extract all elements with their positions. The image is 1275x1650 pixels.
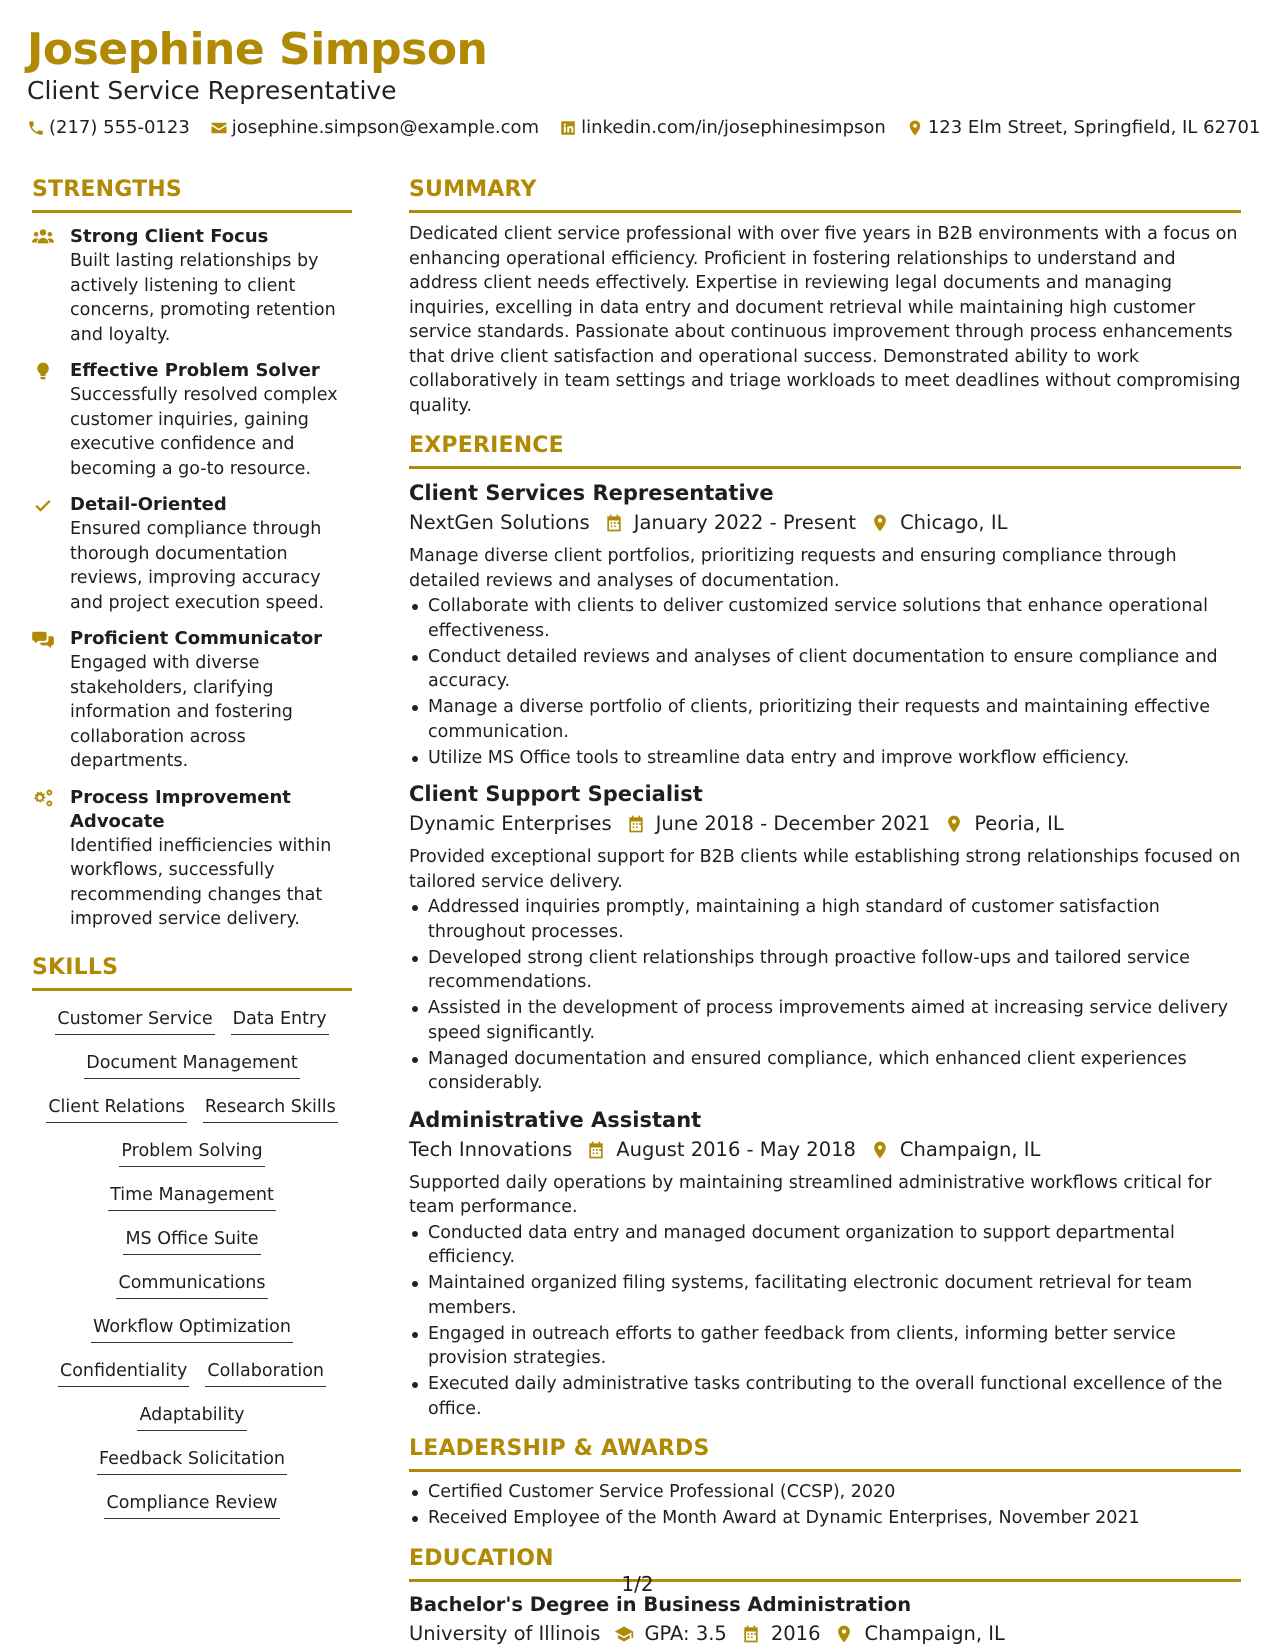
skill-tag: Customer Service [55, 1007, 214, 1035]
email-text[interactable]: josephine.simpson@example.com [231, 117, 540, 138]
company-name: Tech Innovations [409, 1137, 573, 1161]
bullet-item: Certified Customer Service Professional (CCSP), 2020 [409, 1480, 1241, 1505]
job-meta [409, 1136, 1241, 1164]
strength-item [32, 225, 352, 347]
linkedin-icon [559, 119, 577, 137]
skill-tag: Confidentiality [58, 1359, 189, 1387]
job-dates: January 2022 - Present [633, 511, 857, 534]
cogs-icon [32, 788, 54, 808]
contact-address [906, 117, 1261, 139]
job-meta [409, 810, 1241, 838]
skills-section [32, 954, 352, 1529]
education-section [409, 1545, 1241, 1648]
degree-title: Bachelor's Degree in Business Administration [409, 1592, 912, 1616]
resume-header [27, 24, 1261, 139]
strength-desc: Built lasting relationships by actively listening to client concerns, promoting retention and loyalty. [70, 251, 336, 345]
job-bullets [409, 594, 1241, 770]
check-icon [32, 495, 54, 515]
bullet-item: Collaborate with clients to deliver customized service solutions that enhance operational effectiveness. [409, 594, 1241, 643]
job-location: Peoria, IL [974, 812, 1064, 835]
job-bullets [409, 1221, 1241, 1422]
map-marker-icon [906, 119, 924, 137]
strength-title: Process Improvement Advocate [70, 786, 291, 832]
education-heading: EDUCATION [409, 1545, 1241, 1582]
skill-tag: Collaboration [205, 1359, 326, 1387]
experience-section [409, 432, 1241, 1421]
skill-tag: MS Office Suite [123, 1227, 260, 1255]
bullet-item: Executed daily administrative tasks contributing to the overall functional excellence of the office. [409, 1372, 1241, 1421]
job-bullets [409, 895, 1241, 1096]
skills-list [32, 1001, 352, 1529]
skill-tag: Feedback Solicitation [97, 1447, 287, 1475]
skill-tag: Document Management [84, 1051, 300, 1079]
bullet-item: Managed documentation and ensured compliance, which enhanced client experiences considerably. [409, 1047, 1241, 1096]
bullet-item: Conducted data entry and managed document organization to support departmental efficiency. [409, 1221, 1241, 1270]
skill-tag: Data Entry [231, 1007, 329, 1035]
school-name: University of Illinois [409, 1621, 601, 1645]
summary-heading: SUMMARY [409, 176, 1241, 213]
bullet-item: Received Employee of the Month Award at Dynamic Enterprises, November 2021 [409, 1506, 1241, 1531]
strength-desc: Identified inefficiencies within workflows, successfully recommending changes that improved service delivery. [70, 835, 332, 929]
right-column [409, 176, 1241, 1648]
strength-item [32, 627, 352, 774]
map-marker-icon [834, 1624, 854, 1644]
strength-title: Proficient Communicator [70, 628, 323, 649]
strength-title: Effective Problem Solver [70, 360, 320, 381]
job-title: Administrative Assistant [409, 1107, 702, 1132]
contact-phone [27, 117, 190, 139]
candidate-title: Client Service Representative [27, 76, 397, 105]
lightbulb-icon [32, 361, 54, 381]
bullet-item: Assisted in the development of process improvements aimed at increasing service delivery speed significantly. [409, 996, 1241, 1045]
candidate-name: Josephine Simpson [27, 24, 488, 75]
strength-item [32, 786, 352, 932]
map-marker-icon [870, 1140, 890, 1160]
contact-email[interactable] [210, 117, 539, 139]
summary-section [409, 176, 1241, 418]
comments-icon [32, 629, 54, 649]
leadership-heading: LEADERSHIP & AWARDS [409, 1435, 1241, 1472]
page-number: 1/2 [621, 1572, 654, 1596]
phone-text: (217) 555-0123 [49, 117, 190, 138]
bullet-item: Manage a diverse portfolio of clients, prioritizing their requests and maintaining effective communication. [409, 695, 1241, 744]
job-location: Champaign, IL [899, 1137, 1041, 1161]
linkedin-text[interactable]: linkedin.com/in/josephinesimpson [581, 117, 886, 138]
skill-tag: Adaptability [137, 1403, 246, 1431]
contact-bar [27, 117, 1261, 139]
bullet-item: Engaged in outreach efforts to gather feedback from clients, informing better service provision strategies. [409, 1322, 1241, 1371]
map-marker-icon [944, 814, 964, 834]
contact-linkedin[interactable] [559, 117, 886, 139]
summary-text: Dedicated client service professional with over five years in B2B environments with a focus on enhancing operational efficiency. Proficient in fostering relationships to understand and address client needs effectively. Expertise in reviewing legal documents and managing inquiries, excelling in data entry and document retrieval while maintaining high customer service standards. Passionate about continuous improvement through process enhancements that drive client satisfaction and operational success. Demonstrated ability to work collaboratively in team settings and triage workloads to meet deadlines without compromising quality. [409, 224, 1241, 416]
job-entry [409, 1106, 1241, 1422]
gpa: GPA: 3.5 [644, 1621, 727, 1645]
strengths-heading: STRENGTHS [32, 176, 352, 213]
job-dates: June 2018 - December 2021 [655, 812, 931, 835]
strength-title: Detail-Oriented [70, 494, 227, 515]
skill-tag: Time Management [108, 1183, 276, 1211]
skill-tag: Problem Solving [119, 1139, 264, 1167]
skill-tag: Workflow Optimization [91, 1315, 293, 1343]
map-marker-icon [870, 513, 890, 533]
bullet-item: Conduct detailed reviews and analyses of client documentation to ensure compliance and accuracy. [409, 645, 1241, 694]
strength-desc: Engaged with diverse stakeholders, clarifying information and fostering collaboration across departments. [70, 653, 293, 771]
skill-tag: Compliance Review [104, 1491, 279, 1519]
education-location: Champaign, IL [864, 1621, 1005, 1645]
skill-tag: Client Relations [46, 1095, 187, 1123]
calendar-icon [741, 1624, 761, 1644]
job-entry [409, 479, 1241, 770]
skills-heading: SKILLS [32, 954, 352, 991]
leadership-section [409, 1435, 1241, 1531]
job-entry [409, 780, 1241, 1096]
strength-title: Strong Client Focus [70, 226, 269, 247]
company-name: NextGen Solutions [409, 511, 590, 534]
strength-desc: Successfully resolved complex customer inquiries, gaining executive confidence and becoming a go-to resource. [70, 385, 338, 479]
skill-tag: Communications [116, 1271, 267, 1299]
calendar-icon [604, 513, 624, 533]
job-location: Chicago, IL [900, 511, 1008, 534]
bullet-item: Developed strong client relationships through proactive follow-ups and tailored service recommendations. [409, 946, 1241, 995]
job-title: Client Support Specialist [409, 782, 703, 806]
company-name: Dynamic Enterprises [409, 812, 612, 835]
strength-item [32, 493, 352, 615]
graduation-year: 2016 [770, 1621, 821, 1645]
envelope-icon [210, 119, 228, 137]
skill-tag: Research Skills [203, 1095, 338, 1123]
calendar-icon [586, 1140, 606, 1160]
job-dates: August 2016 - May 2018 [616, 1137, 856, 1161]
strength-desc: Ensured compliance through thorough documentation reviews, improving accuracy and project execution speed. [70, 519, 325, 613]
bullet-item: Utilize MS Office tools to streamline data entry and improve workflow efficiency. [409, 746, 1241, 771]
experience-heading: EXPERIENCE [409, 432, 1241, 469]
address-text: 123 Elm Street, Springfield, IL 62701 [927, 117, 1261, 138]
calendar-icon [626, 814, 646, 834]
phone-icon [27, 119, 45, 137]
users-icon [32, 227, 54, 247]
job-meta [409, 509, 1241, 537]
job-description: Provided exceptional support for B2B clients while establishing strong relationships focused on tailored service delivery. [409, 847, 1241, 892]
bullet-item: Maintained organized filing systems, facilitating electronic document retrieval for team members. [409, 1271, 1241, 1320]
leadership-bullets [409, 1480, 1241, 1531]
education-meta [409, 1620, 1241, 1648]
strengths-section [32, 176, 352, 932]
graduation-cap-icon [614, 1624, 634, 1644]
strength-item [32, 359, 352, 481]
bullet-item: Addressed inquiries promptly, maintaining a high standard of customer satisfaction throughout processes. [409, 895, 1241, 944]
job-title: Client Services Representative [409, 481, 774, 505]
job-description: Manage diverse client portfolios, prioritizing requests and ensuring compliance through detailed reviews and analyses of documentation. [409, 546, 1177, 591]
left-column [32, 176, 352, 1529]
job-description: Supported daily operations by maintaining streamlined administrative workflows critical for team performance. [409, 1172, 1212, 1217]
